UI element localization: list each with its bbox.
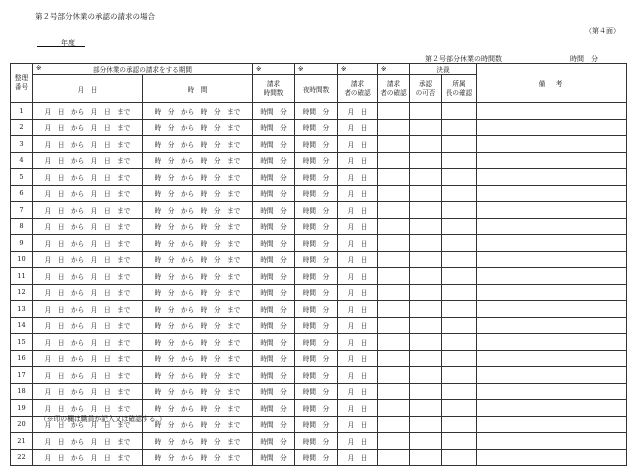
date-range-cell[interactable]: 月 日 から 月 日 まで <box>33 136 143 153</box>
remarks-cell[interactable] <box>477 383 627 400</box>
approval-cell[interactable] <box>410 383 442 400</box>
time-range-cell[interactable]: 時 分 から 時 分 まで <box>143 449 253 466</box>
manager-confirm-cell[interactable] <box>442 383 477 400</box>
page-number: （第４面） <box>585 27 620 35</box>
time-range-cell[interactable]: 時 分 から 時 分 まで <box>143 367 253 384</box>
asterisk-requester-2: ※ <box>378 64 410 75</box>
requester-confirm-cell[interactable] <box>378 119 410 136</box>
remarks-cell[interactable] <box>477 284 627 301</box>
time-range-cell[interactable]: 時 分 から 時 分 まで <box>143 268 253 285</box>
request-table <box>10 63 627 466</box>
time-range-cell[interactable]: 時 分 から 時 分 まで <box>143 136 253 153</box>
remarks-cell[interactable] <box>477 433 627 450</box>
requester-confirm-header: 請求 者の確認 <box>338 75 378 103</box>
requester-date-cell[interactable]: 月 日 <box>338 367 378 384</box>
manager-confirm-cell[interactable] <box>442 400 477 417</box>
requester-confirm-cell[interactable] <box>378 367 410 384</box>
date-range-cell[interactable]: 月 日 から 月 日 まで <box>33 251 143 268</box>
manager-confirm-cell[interactable] <box>442 350 477 367</box>
table-row <box>11 251 627 268</box>
serial-cell: 3 <box>11 136 33 153</box>
remarks-cell[interactable] <box>477 416 627 433</box>
manager-confirm-header: 所属 長の確認 <box>442 75 477 103</box>
requester-date-cell[interactable]: 月 日 <box>338 119 378 136</box>
remarks-cell[interactable] <box>477 169 627 186</box>
approval-cell[interactable] <box>410 449 442 466</box>
approval-cell[interactable] <box>410 202 442 219</box>
requested-hours-cell[interactable]: 時間 分 <box>253 400 295 417</box>
remarks-cell[interactable] <box>477 235 627 252</box>
requested-hours-cell[interactable]: 時間 分 <box>253 268 295 285</box>
requester-confirm-cell[interactable] <box>378 268 410 285</box>
serial-cell: 21 <box>11 433 33 450</box>
remarks-header: 備 考 <box>477 64 627 103</box>
requester-date-cell[interactable]: 月 日 <box>338 251 378 268</box>
time-range-cell[interactable]: 時 分 から 時 分 まで <box>143 383 253 400</box>
requested-hours-cell[interactable]: 時間 分 <box>253 433 295 450</box>
manager-confirm-cell[interactable] <box>442 136 477 153</box>
date-range-cell[interactable]: 月 日 から 月 日 まで <box>33 433 143 450</box>
period-group-header: ※ 部分休業の承認の請求をする期間 <box>33 64 253 75</box>
night-hours-cell[interactable]: 時間 分 <box>295 218 338 235</box>
requester-confirm-cell[interactable] <box>378 301 410 318</box>
manager-confirm-cell[interactable] <box>442 301 477 318</box>
serial-cell: 15 <box>11 334 33 351</box>
requester-date-cell[interactable]: 月 日 <box>338 317 378 334</box>
approval-cell[interactable] <box>410 334 442 351</box>
approval-cell[interactable] <box>410 367 442 384</box>
date-range-cell[interactable]: 月 日 から 月 日 まで <box>33 284 143 301</box>
night-hours-cell[interactable]: 時間 分 <box>295 185 338 202</box>
approval-cell[interactable] <box>410 416 442 433</box>
remarks-cell[interactable] <box>477 185 627 202</box>
date-range-cell[interactable]: 月 日 から 月 日 まで <box>33 449 143 466</box>
serial-cell: 19 <box>11 400 33 417</box>
date-range-cell[interactable]: 月 日 から 月 日 まで <box>33 317 143 334</box>
requested-hours-cell[interactable]: 時間 分 <box>253 367 295 384</box>
night-hours-cell[interactable]: 時間 分 <box>295 152 338 169</box>
requester-date-cell[interactable]: 月 日 <box>338 334 378 351</box>
table-row <box>11 383 627 400</box>
requester-confirm-cell[interactable] <box>378 251 410 268</box>
date-range-cell[interactable]: 月 日 から 月 日 まで <box>33 103 143 120</box>
date-range-cell[interactable]: 月 日 から 月 日 まで <box>33 218 143 235</box>
time-range-cell[interactable]: 時 分 から 時 分 まで <box>143 350 253 367</box>
remarks-cell[interactable] <box>477 350 627 367</box>
night-hours-cell[interactable]: 時間 分 <box>295 119 338 136</box>
serial-cell: 5 <box>11 169 33 186</box>
asterisk-requested: ※ <box>253 64 295 75</box>
table-row <box>11 119 627 136</box>
remarks-cell[interactable] <box>477 103 627 120</box>
night-hours-cell[interactable]: 時間 分 <box>295 136 338 153</box>
approval-cell[interactable] <box>410 350 442 367</box>
time-range-cell[interactable]: 時 分 から 時 分 まで <box>143 284 253 301</box>
serial-cell: 17 <box>11 367 33 384</box>
remarks-cell[interactable] <box>477 136 627 153</box>
manager-confirm-cell[interactable] <box>442 334 477 351</box>
remarks-cell[interactable] <box>477 268 627 285</box>
time-range-cell[interactable]: 時 分 から 時 分 まで <box>143 334 253 351</box>
requester-date-cell[interactable]: 月 日 <box>338 449 378 466</box>
night-hours-cell[interactable]: 時間 分 <box>295 350 338 367</box>
night-hours-cell[interactable]: 時間 分 <box>295 383 338 400</box>
table-row <box>11 334 627 351</box>
serial-cell: 4 <box>11 152 33 169</box>
night-hours-cell[interactable]: 時間 分 <box>295 433 338 450</box>
requester-date-cell[interactable]: 月 日 <box>338 152 378 169</box>
date-range-cell[interactable]: 月 日 から 月 日 まで <box>33 185 143 202</box>
requester-confirm-cell[interactable] <box>378 350 410 367</box>
remarks-cell[interactable] <box>477 119 627 136</box>
serial-cell: 12 <box>11 284 33 301</box>
date-range-cell[interactable]: 月 日 から 月 日 まで <box>33 152 143 169</box>
footnote: （※印の欄は職員が記入又は確認する。） <box>40 415 166 423</box>
remarks-cell[interactable] <box>477 218 627 235</box>
night-hours-cell[interactable]: 時間 分 <box>295 301 338 318</box>
table-row <box>11 301 627 318</box>
requester-date-cell[interactable]: 月 日 <box>338 433 378 450</box>
approval-cell[interactable] <box>410 251 442 268</box>
requested-hours-cell[interactable]: 時間 分 <box>253 152 295 169</box>
requester-date-cell[interactable]: 月 日 <box>338 284 378 301</box>
manager-confirm-cell[interactable] <box>442 251 477 268</box>
requester-date-cell[interactable]: 月 日 <box>338 185 378 202</box>
requester-date-cell[interactable]: 月 日 <box>338 235 378 252</box>
requester-date-cell[interactable]: 月 日 <box>338 202 378 219</box>
table-row <box>11 367 627 384</box>
serial-cell: 14 <box>11 317 33 334</box>
requester-date-cell[interactable]: 月 日 <box>338 268 378 285</box>
date-range-cell[interactable]: 月 日 から 月 日 まで <box>33 169 143 186</box>
date-range-cell[interactable]: 月 日 から 月 日 まで <box>33 383 143 400</box>
serial-cell: 2 <box>11 119 33 136</box>
requester-confirm-cell[interactable] <box>378 334 410 351</box>
night-hours-cell[interactable]: 時間 分 <box>295 400 338 417</box>
serial-cell: 13 <box>11 301 33 318</box>
requester-confirm-cell[interactable] <box>378 185 410 202</box>
total-hours-label: 第２号部分休業の時間数 <box>425 55 502 63</box>
requester-confirm-cell[interactable] <box>378 202 410 219</box>
requested-hours-cell[interactable]: 時間 分 <box>253 416 295 433</box>
remarks-cell[interactable] <box>477 400 627 417</box>
manager-confirm-cell[interactable] <box>442 152 477 169</box>
requester-date-cell[interactable]: 月 日 <box>338 416 378 433</box>
requester-confirm-cell[interactable] <box>378 284 410 301</box>
date-range-cell[interactable]: 月 日 から 月 日 まで <box>33 400 143 417</box>
manager-confirm-cell[interactable] <box>442 235 477 252</box>
requested-hours-cell[interactable]: 時間 分 <box>253 251 295 268</box>
requester-confirm-cell[interactable] <box>378 317 410 334</box>
manager-confirm-cell[interactable] <box>442 185 477 202</box>
night-hours-cell[interactable]: 時間 分 <box>295 268 338 285</box>
time-range-cell[interactable]: 時 分 から 時 分 まで <box>143 169 253 186</box>
manager-confirm-cell[interactable] <box>442 169 477 186</box>
remarks-cell[interactable] <box>477 449 627 466</box>
approval-cell[interactable] <box>410 400 442 417</box>
manager-confirm-cell[interactable] <box>442 433 477 450</box>
approval-cell[interactable] <box>410 119 442 136</box>
approval-cell[interactable] <box>410 235 442 252</box>
requested-hours-cell[interactable]: 時間 分 <box>253 185 295 202</box>
requested-hours-cell[interactable]: 時間 分 <box>253 449 295 466</box>
table-row <box>11 268 627 285</box>
manager-confirm-cell[interactable] <box>442 284 477 301</box>
time-range-cell[interactable]: 時 分 から 時 分 まで <box>143 185 253 202</box>
table-row <box>11 136 627 153</box>
manager-confirm-cell[interactable] <box>442 202 477 219</box>
requested-hours-cell[interactable]: 時間 分 <box>253 169 295 186</box>
remarks-cell[interactable] <box>477 251 627 268</box>
table-row <box>11 350 627 367</box>
remarks-cell[interactable] <box>477 367 627 384</box>
approval-cell[interactable] <box>410 301 442 318</box>
requester-date-cell[interactable]: 月 日 <box>338 169 378 186</box>
night-hours-cell[interactable]: 時間 分 <box>295 367 338 384</box>
night-hours-cell[interactable]: 時間 分 <box>295 251 338 268</box>
requester-confirm-2-header: 請求 者の確認 <box>378 75 410 103</box>
night-hours-cell[interactable]: 時間 分 <box>295 235 338 252</box>
time-range-cell[interactable]: 時 分 から 時 分 まで <box>143 251 253 268</box>
table-row <box>11 449 627 466</box>
serial-cell: 20 <box>11 416 33 433</box>
date-range-cell[interactable]: 月 日 から 月 日 まで <box>33 367 143 384</box>
serial-cell: 11 <box>11 268 33 285</box>
night-hours-cell[interactable]: 時間 分 <box>295 284 338 301</box>
approval-cell[interactable] <box>410 185 442 202</box>
time-column-header: 時 間 <box>143 75 253 103</box>
asterisk-requester-1: ※ <box>338 64 378 75</box>
serial-cell: 22 <box>11 449 33 466</box>
requester-date-cell[interactable]: 月 日 <box>338 301 378 318</box>
requested-hours-cell[interactable]: 時間 分 <box>253 301 295 318</box>
time-range-cell[interactable]: 時 分 から 時 分 まで <box>143 400 253 417</box>
requester-confirm-cell[interactable] <box>378 103 410 120</box>
date-range-cell[interactable]: 月 日 から 月 日 まで <box>33 301 143 318</box>
approval-cell[interactable] <box>410 136 442 153</box>
date-range-cell[interactable]: 月 日 から 月 日 まで <box>33 334 143 351</box>
requester-confirm-cell[interactable] <box>378 400 410 417</box>
requested-hours-cell[interactable]: 時間 分 <box>253 334 295 351</box>
date-range-cell[interactable]: 月 日 から 月 日 まで <box>33 202 143 219</box>
requester-confirm-cell[interactable] <box>378 433 410 450</box>
serial-cell: 9 <box>11 235 33 252</box>
manager-confirm-cell[interactable] <box>442 218 477 235</box>
requester-date-cell[interactable]: 月 日 <box>338 103 378 120</box>
serial-cell: 18 <box>11 383 33 400</box>
manager-confirm-cell[interactable] <box>442 317 477 334</box>
table-row <box>11 202 627 219</box>
requested-hours-cell[interactable]: 時間 分 <box>253 136 295 153</box>
time-range-cell[interactable]: 時 分 から 時 分 まで <box>143 235 253 252</box>
table-row <box>11 284 627 301</box>
date-column-header: 月 日 <box>33 75 143 103</box>
time-range-cell[interactable]: 時 分 から 時 分 まで <box>143 152 253 169</box>
requested-hours-cell[interactable]: 時間 分 <box>253 218 295 235</box>
table-row <box>11 218 627 235</box>
requested-hours-cell[interactable]: 時間 分 <box>253 235 295 252</box>
approval-cell[interactable] <box>410 317 442 334</box>
night-hours-cell[interactable]: 時間 分 <box>295 317 338 334</box>
requester-date-cell[interactable]: 月 日 <box>338 136 378 153</box>
requester-date-cell[interactable]: 月 日 <box>338 383 378 400</box>
form-title: 第２号部分休業の承認の請求の場合 <box>35 12 155 21</box>
requested-hours-cell[interactable]: 時間 分 <box>253 119 295 136</box>
asterisk-night: ※ <box>295 64 338 75</box>
manager-confirm-cell[interactable] <box>442 449 477 466</box>
approval-cell[interactable] <box>410 169 442 186</box>
decision-header: 決裁 <box>410 64 477 75</box>
night-hours-cell[interactable]: 時間 分 <box>295 449 338 466</box>
time-range-cell[interactable]: 時 分 から 時 分 まで <box>143 218 253 235</box>
approval-cell[interactable] <box>410 433 442 450</box>
requester-confirm-cell[interactable] <box>378 169 410 186</box>
serial-cell: 8 <box>11 218 33 235</box>
manager-confirm-cell[interactable] <box>442 103 477 120</box>
requested-hours-cell[interactable]: 時間 分 <box>253 317 295 334</box>
requested-hours-cell[interactable]: 時間 分 <box>253 350 295 367</box>
requested-hours-cell[interactable]: 時間 分 <box>253 284 295 301</box>
approval-cell[interactable] <box>410 284 442 301</box>
requester-confirm-cell[interactable] <box>378 218 410 235</box>
night-hours-cell[interactable]: 時間 分 <box>295 334 338 351</box>
requested-hours-cell[interactable]: 時間 分 <box>253 383 295 400</box>
year-label: 年度 <box>61 39 75 47</box>
date-range-cell[interactable]: 月 日 から 月 日 まで <box>33 119 143 136</box>
table-row <box>11 235 627 252</box>
table-row <box>11 317 627 334</box>
night-hours-cell[interactable]: 時間 分 <box>295 416 338 433</box>
serial-cell: 6 <box>11 185 33 202</box>
remarks-cell[interactable] <box>477 301 627 318</box>
remarks-cell[interactable] <box>477 317 627 334</box>
night-hours-cell[interactable]: 時間 分 <box>295 169 338 186</box>
date-range-cell[interactable]: 月 日 から 月 日 まで <box>33 350 143 367</box>
serial-header: 整理 番号 <box>11 64 33 103</box>
requester-date-cell[interactable]: 月 日 <box>338 218 378 235</box>
requester-confirm-cell[interactable] <box>378 152 410 169</box>
approval-cell[interactable] <box>410 268 442 285</box>
serial-cell: 7 <box>11 202 33 219</box>
night-hours-cell[interactable]: 時間 分 <box>295 103 338 120</box>
manager-confirm-cell[interactable] <box>442 268 477 285</box>
requester-confirm-cell[interactable] <box>378 416 410 433</box>
manager-confirm-cell[interactable] <box>442 367 477 384</box>
time-range-cell[interactable]: 時 分 から 時 分 まで <box>143 301 253 318</box>
table-row <box>11 185 627 202</box>
serial-cell: 10 <box>11 251 33 268</box>
date-range-cell[interactable]: 月 日 から 月 日 まで <box>33 416 143 433</box>
table-row <box>11 152 627 169</box>
night-hours-header: 夜時間数 <box>295 75 338 103</box>
time-range-cell[interactable]: 時 分 から 時 分 まで <box>143 416 253 433</box>
approval-cell[interactable] <box>410 218 442 235</box>
time-range-cell[interactable]: 時 分 から 時 分 まで <box>143 103 253 120</box>
total-hours-unit: 時間 分 <box>570 55 598 63</box>
serial-cell: 1 <box>11 103 33 120</box>
date-range-cell[interactable]: 月 日 から 月 日 まで <box>33 235 143 252</box>
remarks-cell[interactable] <box>477 152 627 169</box>
night-hours-cell[interactable]: 時間 分 <box>295 202 338 219</box>
requested-hours-cell[interactable]: 時間 分 <box>253 202 295 219</box>
serial-cell: 16 <box>11 350 33 367</box>
remarks-cell[interactable] <box>477 334 627 351</box>
remarks-cell[interactable] <box>477 202 627 219</box>
requested-hours-header: 請求 時間数 <box>253 75 295 103</box>
manager-confirm-cell[interactable] <box>442 119 477 136</box>
manager-confirm-cell[interactable] <box>442 416 477 433</box>
time-range-cell[interactable]: 時 分 から 時 分 まで <box>143 317 253 334</box>
requester-confirm-cell[interactable] <box>378 235 410 252</box>
time-range-cell[interactable]: 時 分 から 時 分 まで <box>143 119 253 136</box>
time-range-cell[interactable]: 時 分 から 時 分 まで <box>143 202 253 219</box>
requested-hours-cell[interactable]: 時間 分 <box>253 103 295 120</box>
requester-date-cell[interactable]: 月 日 <box>338 350 378 367</box>
table-row <box>11 433 627 450</box>
approval-cell[interactable] <box>410 103 442 120</box>
table-row <box>11 169 627 186</box>
approval-cell[interactable] <box>410 152 442 169</box>
table-row <box>11 103 627 120</box>
date-range-cell[interactable]: 月 日 から 月 日 まで <box>33 268 143 285</box>
requester-confirm-cell[interactable] <box>378 136 410 153</box>
requester-confirm-cell[interactable] <box>378 449 410 466</box>
requester-confirm-cell[interactable] <box>378 383 410 400</box>
time-range-cell[interactable]: 時 分 から 時 分 まで <box>143 433 253 450</box>
approval-header: 承認 の可否 <box>410 75 442 103</box>
requester-date-cell[interactable]: 月 日 <box>338 400 378 417</box>
